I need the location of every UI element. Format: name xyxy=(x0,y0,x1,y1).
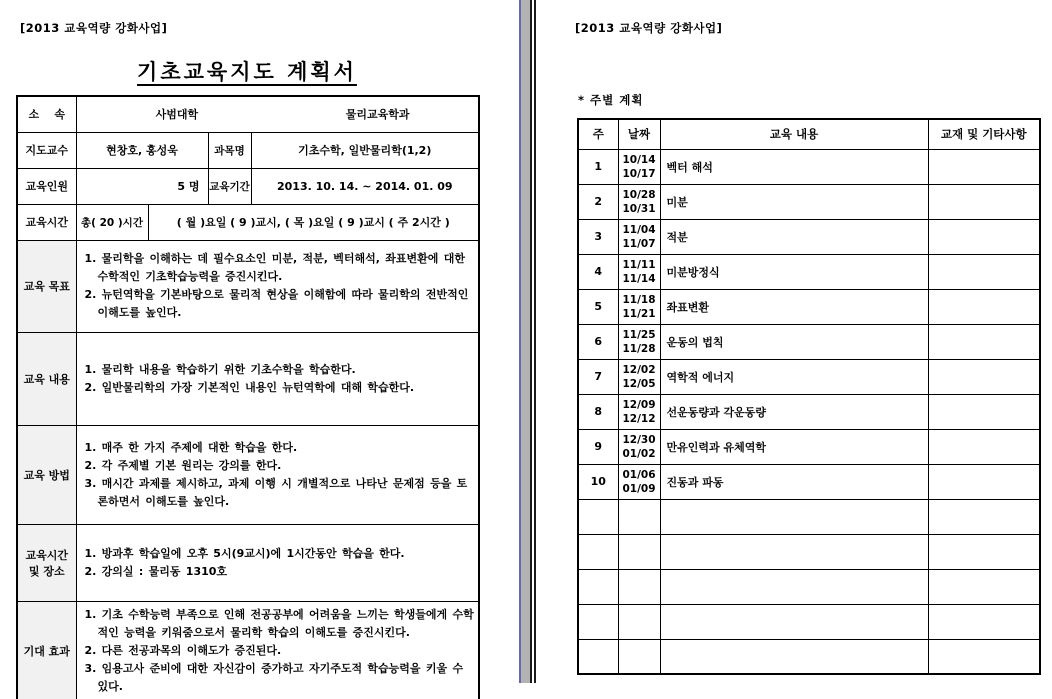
week-row-6 xyxy=(578,324,1040,359)
week-content: 미분방정식 xyxy=(660,254,928,289)
header-date: 날짜 xyxy=(618,119,660,149)
row-affiliation xyxy=(17,96,479,132)
week-number: 4 xyxy=(578,254,618,289)
week-dates xyxy=(618,359,660,394)
week-number xyxy=(578,604,618,639)
methods-content xyxy=(76,425,479,524)
week-number: 3 xyxy=(578,219,618,254)
week-dates xyxy=(618,394,660,429)
goal-item: 1. 물리학을 이해하는 데 필수요소인 미분, 적분, 벡터해석, 좌표변환에 대한 수학적인 기초학습능력을 증진시킨다. xyxy=(84,252,465,283)
week-dates xyxy=(618,254,660,289)
date-second: 01/09 xyxy=(622,482,656,495)
weekly-plan-title: * 주별 계획 xyxy=(578,93,644,107)
method-item: 3. 매시간 과제를 제시하고, 과제 이행 시 개별적으로 나타난 문제점 등을 토론하면서 이해도를 높인다. xyxy=(84,476,468,508)
week-content: 벡터 해석 xyxy=(660,149,928,184)
week-content: 선운동량과 각운동량 xyxy=(660,394,928,429)
week-content: 적분 xyxy=(660,219,928,254)
content-item: 2. 일반물리학의 가장 기본적인 내용인 뉴턴역학에 대해 학습한다. xyxy=(84,380,415,394)
week-row-8 xyxy=(578,394,1040,429)
page-2 xyxy=(536,0,1052,683)
empty-week-row xyxy=(578,569,1040,604)
page-1 xyxy=(0,0,519,693)
week-number xyxy=(578,569,618,604)
section-methods xyxy=(17,425,479,524)
week-row-2 xyxy=(578,184,1040,219)
week-note xyxy=(928,184,1040,219)
week-row-9 xyxy=(578,429,1040,464)
week-number xyxy=(578,639,618,674)
date-first: 11/04 xyxy=(622,223,656,236)
week-number: 10 xyxy=(578,464,618,499)
affiliation-value-cell xyxy=(76,96,479,132)
goal-item: 2. 뉴턴역학을 기본바탕으로 물리적 현상을 이해함에 따라 물리학의 전반적인 이해도를 높인다. xyxy=(84,288,469,319)
header-note: 교재 및 기타사항 xyxy=(928,119,1040,149)
empty-week-row xyxy=(578,604,1040,639)
week-dates xyxy=(618,639,660,674)
program-tag: [2013 교육역량 강화사업] xyxy=(20,21,168,35)
week-row-3 xyxy=(578,219,1040,254)
contents-content xyxy=(76,332,479,425)
date-first: 01/06 xyxy=(622,468,656,481)
week-row-10 xyxy=(578,464,1040,499)
affiliation-label: 소 속 xyxy=(17,96,76,132)
effect-item: 3. 임용고사 준비에 대한 자신감이 증가하고 자기주도적 학습능력을 키울 수 있다. xyxy=(84,661,464,693)
subject-label: 과목명 xyxy=(208,132,251,168)
week-number: 7 xyxy=(578,359,618,394)
week-number: 1 xyxy=(578,149,618,184)
section-contents xyxy=(17,332,479,425)
time-place-item: 2. 강의실 : 물리동 1310호 xyxy=(84,564,228,578)
advisor-label: 지도교수 xyxy=(17,132,76,168)
date-second: 11/21 xyxy=(622,307,656,320)
week-content xyxy=(660,499,928,534)
week-dates xyxy=(618,289,660,324)
week-dates xyxy=(618,569,660,604)
method-item: 2. 각 주제별 기본 원리는 강의를 한다. xyxy=(84,458,282,472)
methods-label: 교육 방법 xyxy=(17,425,76,524)
goals-label: 교육 목표 xyxy=(17,240,76,332)
week-note xyxy=(928,499,1040,534)
week-dates xyxy=(618,604,660,639)
week-note xyxy=(928,359,1040,394)
program-tag: [2013 교육역량 강화사업] xyxy=(575,21,723,35)
date-second: 01/02 xyxy=(622,447,656,460)
week-row-4 xyxy=(578,254,1040,289)
header-content: 교육 내용 xyxy=(660,119,928,149)
row-headcount xyxy=(17,168,479,204)
week-note xyxy=(928,429,1040,464)
effect-item: 2. 다른 전공과목의 이해도가 증진된다. xyxy=(84,643,282,657)
page-divider xyxy=(519,0,536,683)
week-content: 역학적 에너지 xyxy=(660,359,928,394)
date-first: 11/18 xyxy=(622,293,656,306)
headcount-value: 5 명 xyxy=(76,168,208,204)
week-content: 만유인력과 유체역학 xyxy=(660,429,928,464)
week-note xyxy=(928,604,1040,639)
method-item: 1. 매주 한 가지 주제에 대한 학습을 한다. xyxy=(84,440,298,454)
week-content: 좌표변환 xyxy=(660,289,928,324)
affiliation-college: 사범대학 xyxy=(155,108,199,122)
week-content: 미분 xyxy=(660,184,928,219)
week-number: 2 xyxy=(578,184,618,219)
week-dates xyxy=(618,324,660,359)
week-note xyxy=(928,254,1040,289)
week-dates xyxy=(618,149,660,184)
section-time-place xyxy=(17,524,479,601)
week-number: 9 xyxy=(578,429,618,464)
affiliation-dept: 물리교육학과 xyxy=(345,108,410,122)
week-note xyxy=(928,394,1040,429)
date-first: 12/02 xyxy=(622,363,656,376)
week-content xyxy=(660,604,928,639)
date-first: 11/25 xyxy=(622,328,656,341)
row-hours xyxy=(17,204,479,240)
goals-content xyxy=(76,240,479,332)
weekly-header-row xyxy=(578,119,1040,149)
week-content: 운동의 법칙 xyxy=(660,324,928,359)
date-second: 12/12 xyxy=(622,412,656,425)
date-first: 10/14 xyxy=(622,153,656,166)
week-dates xyxy=(618,464,660,499)
time-place-label: 교육시간 및 장소 xyxy=(17,524,76,601)
week-note xyxy=(928,639,1040,674)
weekly-plan-table xyxy=(577,118,1041,675)
header-week: 주 xyxy=(578,119,618,149)
date-second: 12/05 xyxy=(622,377,656,390)
hours-detail: ( 월 )요일 ( 9 )교시, ( 목 )요일 ( 9 )교시 ( 주 2시간 ) xyxy=(148,204,479,240)
date-first: 10/28 xyxy=(622,188,656,201)
empty-week-row xyxy=(578,499,1040,534)
week-note xyxy=(928,289,1040,324)
period-label: 교육기간 xyxy=(208,168,251,204)
empty-week-row xyxy=(578,639,1040,674)
week-number xyxy=(578,499,618,534)
date-first: 12/30 xyxy=(622,433,656,446)
week-note xyxy=(928,149,1040,184)
page-title: 기초교육지도 계획서 xyxy=(137,60,357,84)
week-content xyxy=(660,534,928,569)
hours-total: 총( 20 )시간 xyxy=(76,204,148,240)
week-dates xyxy=(618,429,660,464)
advisor-value: 현창호, 홍성욱 xyxy=(76,132,208,168)
week-dates xyxy=(618,534,660,569)
affiliation-values xyxy=(77,106,479,122)
week-note xyxy=(928,569,1040,604)
week-dates xyxy=(618,499,660,534)
empty-week-row xyxy=(578,534,1040,569)
week-note xyxy=(928,324,1040,359)
week-content: 진동과 파동 xyxy=(660,464,928,499)
week-number: 6 xyxy=(578,324,618,359)
effect-item: 1. 기초 수학능력 부족으로 인해 전공공부에 어려움을 느끼는 학생들에게 수학적인 능력을 키워줌으로서 물리학 학습의 이해도를 증진시킨다. xyxy=(84,607,474,639)
week-dates xyxy=(618,219,660,254)
week-row-1 xyxy=(578,149,1040,184)
date-second: 10/17 xyxy=(622,167,656,180)
plan-table xyxy=(16,95,480,699)
week-note xyxy=(928,464,1040,499)
week-note xyxy=(928,219,1040,254)
date-first: 11/11 xyxy=(622,258,656,271)
date-second: 11/28 xyxy=(622,342,656,355)
week-dates xyxy=(618,184,660,219)
effects-label: 기대 효과 xyxy=(17,601,76,699)
period-value: 2013. 10. 14. ~ 2014. 01. 09 xyxy=(251,168,479,204)
section-expected-effects xyxy=(17,601,479,699)
week-number xyxy=(578,534,618,569)
headcount-label: 교육인원 xyxy=(17,168,76,204)
date-second: 11/07 xyxy=(622,237,656,250)
contents-label: 교육 내용 xyxy=(17,332,76,425)
content-item: 1. 물리학 내용을 학습하기 위한 기초수학을 학습한다. xyxy=(84,362,356,376)
week-row-7 xyxy=(578,359,1040,394)
week-note xyxy=(928,534,1040,569)
week-content xyxy=(660,569,928,604)
row-advisor xyxy=(17,132,479,168)
week-content xyxy=(660,639,928,674)
week-row-5 xyxy=(578,289,1040,324)
subject-value: 기초수학, 일반물리학(1,2) xyxy=(251,132,479,168)
date-second: 11/14 xyxy=(622,272,656,285)
effects-content xyxy=(76,601,479,699)
time-place-content xyxy=(76,524,479,601)
hours-label: 교육시간 xyxy=(17,204,76,240)
time-place-item: 1. 방과후 학습일에 오후 5시(9교시)에 1시간동안 학습을 한다. xyxy=(84,546,405,560)
date-second: 10/31 xyxy=(622,202,656,215)
week-number: 8 xyxy=(578,394,618,429)
week-number: 5 xyxy=(578,289,618,324)
date-first: 12/09 xyxy=(622,398,656,411)
section-goals xyxy=(17,240,479,332)
